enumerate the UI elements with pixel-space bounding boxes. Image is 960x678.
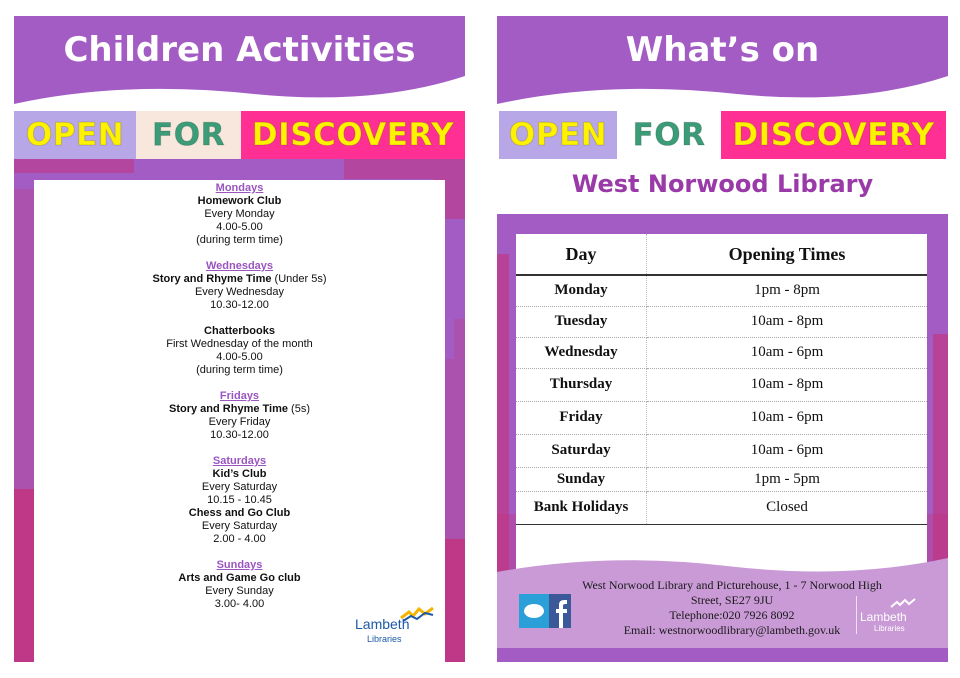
twitter-facebook-icon	[519, 594, 573, 630]
activity-time: 4.00-5.00	[216, 351, 263, 363]
activity-time: 10.30-12.00	[210, 429, 269, 441]
row-day: Wednesday	[516, 337, 647, 368]
table-row	[516, 306, 927, 337]
day-heading-wednesdays: Wednesdays	[205, 260, 274, 272]
library-name: West Norwood Library	[571, 170, 874, 198]
address-line-2: Street, SE27 9JU	[690, 593, 774, 607]
logo-text-lambeth: Lambeth	[860, 610, 907, 624]
activity-frequency: First Wednesday of the month	[166, 338, 313, 350]
row-time: 10am - 8pm	[647, 306, 928, 337]
header-opening-times: Opening Times	[647, 234, 928, 275]
lambeth-logo-mark-icon	[890, 598, 916, 610]
row-day: Tuesday	[516, 306, 647, 337]
activity-note: (during term time)	[196, 364, 283, 376]
activity-frequency: Every Wednesday	[194, 286, 285, 298]
activity-time: 10.30-12.00	[210, 299, 269, 311]
row-day: Sunday	[516, 467, 647, 491]
activity-name: Chatterbooks	[204, 325, 275, 337]
table-row	[516, 275, 927, 306]
table-row	[516, 434, 927, 467]
activities-card	[34, 180, 445, 662]
activity-name: Story and Rhyme Time	[169, 403, 288, 415]
activity-name: Arts and Game Go club	[178, 572, 301, 584]
row-day: Friday	[516, 401, 647, 434]
open-for-discovery-banner	[14, 111, 465, 159]
activity-time: 2.00 - 4.00	[213, 533, 266, 545]
activity-name: Chess and Go Club	[188, 507, 291, 519]
table-row	[516, 337, 927, 368]
activity-name: Story and Rhyme Time	[152, 273, 272, 285]
social-media-icons	[519, 594, 573, 630]
activity-time: 10.15 - 10.45	[207, 494, 272, 506]
open-for-discovery-banner	[499, 111, 946, 159]
lambeth-libraries-logo	[355, 606, 435, 646]
banner-for: FOR	[136, 111, 241, 159]
lambeth-libraries-logo	[860, 598, 920, 636]
opening-hours-table	[516, 234, 927, 525]
banner-open: OPEN	[14, 111, 136, 159]
poster-title: What’s on	[625, 30, 820, 70]
activity-time: 4.00-5.00	[216, 221, 263, 233]
logo-text-libraries: Libraries	[367, 634, 402, 644]
activity-age: (5s)	[288, 403, 310, 415]
table-row	[516, 467, 927, 491]
row-day: Monday	[516, 275, 647, 306]
day-heading-sundays: Sundays	[216, 559, 263, 571]
banner-for: FOR	[617, 111, 721, 159]
row-time: 10am - 6pm	[647, 337, 928, 368]
logo-text-lambeth: Lambeth	[355, 616, 410, 632]
banner-open: OPEN	[499, 111, 617, 159]
library-contact-info	[567, 578, 897, 638]
row-time: 10am - 6pm	[647, 401, 928, 434]
table-row	[516, 401, 927, 434]
activity-time: 3.00- 4.00	[214, 598, 265, 610]
day-heading-fridays: Fridays	[219, 390, 260, 402]
row-time: 10am - 8pm	[647, 368, 928, 401]
logo-text-libraries: Libraries	[874, 624, 905, 633]
row-time: Closed	[647, 491, 928, 524]
activity-frequency: Every Friday	[208, 416, 271, 428]
activity-name-line	[34, 403, 445, 416]
address-line-1: West Norwood Library and Picturehouse, 1 - 7 Norwood High	[582, 578, 882, 592]
header-day: Day	[516, 234, 647, 275]
activity-frequency: Every Monday	[204, 208, 275, 220]
table-row	[516, 368, 927, 401]
banner-discovery: DISCOVERY	[241, 111, 465, 159]
row-day: Saturday	[516, 434, 647, 467]
day-heading-mondays: Mondays	[215, 182, 264, 194]
activity-frequency: Every Saturday	[201, 481, 278, 493]
activity-name: Homework Club	[197, 195, 282, 207]
day-heading-saturdays: Saturdays	[212, 455, 267, 467]
children-activities-poster	[14, 16, 465, 662]
table-row	[516, 491, 927, 524]
activity-schedule	[34, 182, 445, 611]
poster-title: Children Activities	[63, 30, 416, 70]
row-day: Thursday	[516, 368, 647, 401]
activity-name: Kid’s Club	[212, 468, 267, 480]
activity-frequency: Every Saturday	[201, 520, 278, 532]
banner-discovery: DISCOVERY	[721, 111, 946, 159]
activity-name-line	[34, 273, 445, 286]
activity-frequency: Every Sunday	[205, 585, 274, 597]
row-time: 1pm - 8pm	[647, 275, 928, 306]
activity-note: (during term time)	[196, 234, 283, 246]
row-time: 1pm - 5pm	[647, 467, 928, 491]
telephone: Telephone:020 7926 8092	[669, 608, 795, 622]
whats-on-poster	[497, 16, 948, 662]
row-day: Bank Holidays	[516, 491, 647, 524]
row-time: 10am - 6pm	[647, 434, 928, 467]
activity-age: (Under 5s)	[271, 273, 327, 285]
footer-divider	[856, 596, 857, 634]
email: Email: westnorwoodlibrary@lambeth.gov.uk	[623, 623, 841, 637]
